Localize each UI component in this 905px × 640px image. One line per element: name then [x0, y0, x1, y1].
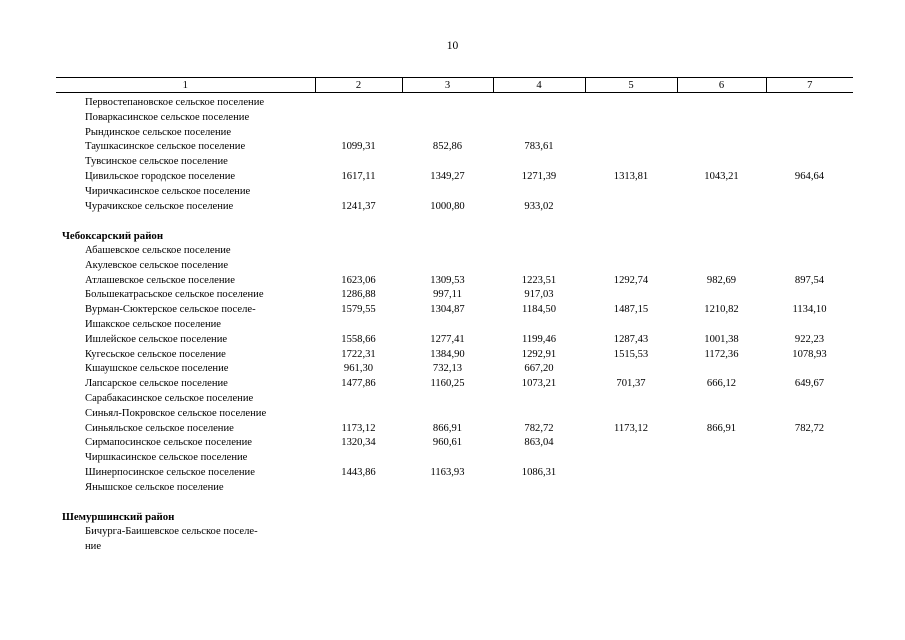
column-header: 3: [402, 78, 493, 93]
value-cell-col-5: [585, 155, 677, 170]
value-cell-col-7: [766, 288, 853, 303]
value-cell-col-6: 1172,36: [704, 348, 739, 360]
value-cell-col-6: [677, 318, 766, 333]
table-row: [56, 244, 853, 259]
table-row: [56, 170, 853, 185]
value-cell-col-3: [402, 126, 493, 141]
value-cell-col-5: 701,37: [616, 378, 646, 390]
value-cell-col-7: [766, 200, 853, 215]
value-cell-col-7: [766, 451, 853, 466]
value-cell-col-5: [585, 126, 677, 141]
value-cell-col-3: 866,91: [432, 422, 463, 434]
value-cell-col-6: [677, 259, 766, 274]
value-cell-col-7: [766, 155, 853, 170]
table-row: [56, 333, 853, 348]
value-cell-col-6: 866,91: [706, 422, 737, 434]
settlement-name: Синьял-Покровское сельское поселение: [85, 407, 267, 419]
column-header: 7: [766, 78, 853, 93]
column-header: 2: [315, 78, 402, 93]
table-row: [56, 318, 853, 333]
value-cell-col-4: [493, 126, 585, 141]
value-cell-col-2: [315, 93, 402, 111]
district-heading: Шемуршинский район: [62, 511, 175, 524]
settlement-name: Бичурга-Баишевское сельское поселе-: [85, 526, 258, 538]
value-cell-col-6: [677, 155, 766, 170]
settlement-name: Чиршкасинское сельское поселение: [85, 452, 248, 464]
value-cell-col-7: 964,64: [794, 170, 825, 182]
value-cell-col-2: [315, 540, 402, 555]
value-cell-col-3: 852,86: [432, 141, 463, 153]
settlement-name: Поваркасинское сельское поселение: [85, 111, 250, 123]
settlement-name: Чиричкасинское сельское поселение: [85, 185, 251, 197]
value-cell-col-5: [585, 140, 677, 155]
value-cell-col-5: 1515,53: [613, 348, 649, 360]
value-cell-col-3: [402, 481, 493, 496]
value-cell-col-4: [493, 244, 585, 259]
value-cell-col-2: 1320,34: [341, 437, 376, 449]
value-cell-col-7: [766, 540, 853, 555]
value-cell-col-7: [766, 185, 853, 200]
table-row: [56, 466, 853, 481]
value-cell-col-7: 649,67: [794, 378, 825, 390]
table-header: [56, 78, 853, 93]
value-cell-col-6: [677, 362, 766, 377]
value-cell-col-5: 1292,74: [613, 274, 649, 286]
value-cell-col-3: 997,11: [433, 289, 462, 301]
value-cell-col-6: [677, 288, 766, 303]
value-cell-col-3: [402, 540, 493, 555]
value-cell-col-6: [677, 392, 766, 407]
settlement-name: Большекатрасьское сельское поселение: [85, 289, 264, 301]
value-cell-col-5: [585, 436, 677, 451]
value-cell-col-2: [315, 259, 402, 274]
table-row: [56, 93, 853, 111]
spacer-row: [56, 214, 853, 229]
value-cell-col-3: 1000,80: [430, 200, 465, 212]
value-cell-col-2: 1099,31: [341, 141, 376, 153]
table-row: [56, 451, 853, 466]
settlement-name: Первостепановское сельское поселение: [85, 97, 265, 108]
settlement-name: Вурман-Сюктерское сельское поселе-: [85, 304, 256, 316]
value-cell-col-5: [585, 525, 677, 540]
value-cell-col-3: 1384,90: [430, 348, 465, 360]
table-row: [56, 126, 853, 141]
value-cell-col-4: [493, 451, 585, 466]
spacer-row: [56, 496, 853, 511]
value-cell-col-5: [585, 244, 677, 259]
value-cell-col-3: [402, 407, 493, 422]
table-row: [56, 422, 853, 437]
value-cell-col-4: 1271,39: [521, 170, 557, 182]
settlement-name: Ишакское сельское поселение: [85, 318, 222, 330]
value-cell-col-5: [585, 185, 677, 200]
table-body: [56, 93, 853, 555]
value-cell-col-7: [766, 259, 853, 274]
value-cell-col-4: [493, 407, 585, 422]
data-table: [56, 77, 853, 555]
value-cell-col-7: [766, 111, 853, 126]
value-cell-col-5: 1287,43: [613, 333, 649, 345]
value-cell-col-2: 1477,86: [341, 378, 376, 390]
value-cell-col-4: [493, 392, 585, 407]
settlement-name: Янышское сельское поселение: [85, 481, 224, 493]
value-cell-col-4: 1073,21: [521, 378, 557, 390]
settlement-name: Сирмапосинское сельское поселение: [85, 437, 252, 449]
value-cell-col-5: 1173,12: [613, 422, 649, 434]
value-cell-col-4: [493, 155, 585, 170]
settlement-name: Таушкасинское сельское поселение: [85, 141, 246, 153]
value-cell-col-4: 1292,91: [521, 348, 557, 360]
value-cell-col-6: [677, 111, 766, 126]
value-cell-col-3: [402, 318, 493, 333]
value-cell-col-5: [585, 93, 677, 111]
district-heading: Чебоксарский район: [62, 230, 164, 243]
value-cell-col-4: 1086,31: [521, 466, 557, 478]
value-cell-col-2: [315, 244, 402, 259]
value-cell-col-6: 666,12: [706, 378, 737, 390]
table-row: [56, 392, 853, 407]
table-row: [56, 111, 853, 126]
settlement-name: Кшаушское сельское поселение: [85, 363, 229, 375]
value-cell-col-4: [493, 93, 585, 111]
value-cell-col-2: 1722,31: [341, 348, 376, 360]
value-cell-col-3: [402, 93, 493, 111]
value-cell-col-2: 1241,37: [341, 200, 376, 212]
column-header: 1: [56, 78, 315, 93]
value-cell-col-5: [585, 466, 677, 481]
value-cell-col-6: [677, 93, 766, 111]
settlement-name: Синьяльское сельское поселение: [85, 422, 234, 434]
settlement-name: Кугесьское сельское поселение: [85, 348, 226, 360]
value-cell-col-4: [493, 318, 585, 333]
value-cell-col-2: [315, 481, 402, 496]
value-cell-col-7: 1078,93: [792, 348, 827, 360]
value-cell-col-5: [585, 392, 677, 407]
value-cell-col-7: 922,23: [794, 333, 825, 345]
value-cell-col-6: [677, 140, 766, 155]
settlement-name: Абашевское сельское поселение: [85, 244, 231, 256]
value-cell-col-4: 782,72: [524, 422, 554, 434]
value-cell-col-5: 1313,81: [613, 170, 649, 182]
value-cell-col-5: [585, 481, 677, 496]
value-cell-col-4: [493, 540, 585, 555]
value-cell-col-5: [585, 451, 677, 466]
value-cell-col-3: 732,13: [432, 363, 463, 375]
settlement-name: Шинерпосинское сельское поселение: [85, 466, 255, 478]
value-cell-col-4: [493, 525, 585, 540]
settlement-name: ние: [85, 540, 102, 552]
table-row: [56, 185, 853, 200]
value-cell-col-3: 1304,87: [430, 304, 465, 316]
value-cell-col-6: [677, 481, 766, 496]
value-cell-col-3: [402, 525, 493, 540]
value-cell-col-7: [766, 140, 853, 155]
district-heading-row: [56, 510, 853, 525]
column-header: 6: [677, 78, 766, 93]
value-cell-col-6: [677, 436, 766, 451]
value-cell-col-7: [766, 392, 853, 407]
value-cell-col-6: [677, 185, 766, 200]
value-cell-col-2: [315, 155, 402, 170]
value-cell-col-7: [766, 466, 853, 481]
settlement-name: Атлашевское сельское поселение: [85, 274, 235, 286]
value-cell-col-4: [493, 111, 585, 126]
spacer-cell: [56, 214, 853, 229]
value-cell-col-5: [585, 540, 677, 555]
value-cell-col-6: [677, 540, 766, 555]
settlement-name: Тувсинское сельское поселение: [85, 156, 228, 168]
table-row: [56, 288, 853, 303]
value-cell-col-7: 897,54: [794, 274, 825, 286]
settlement-name: Лапсарское сельское поселение: [85, 378, 228, 390]
value-cell-col-7: [766, 93, 853, 111]
table-row: [56, 481, 853, 496]
value-cell-col-7: [766, 436, 853, 451]
value-cell-col-4: [493, 481, 585, 496]
value-cell-col-3: 1160,25: [430, 378, 465, 390]
settlement-name: Рындинское сельское поселение: [85, 126, 232, 138]
value-cell-col-5: [585, 288, 677, 303]
value-cell-col-6: [677, 451, 766, 466]
value-cell-col-2: [315, 318, 402, 333]
value-cell-col-6: [677, 244, 766, 259]
value-cell-col-6: 982,69: [706, 274, 737, 286]
header-row: [56, 78, 853, 93]
page-number: 10: [446, 40, 459, 52]
value-cell-col-3: 1349,27: [430, 170, 465, 182]
table-row: [56, 377, 853, 392]
settlement-name: Цивильское городское поселение: [85, 170, 236, 182]
value-cell-col-3: [402, 451, 493, 466]
value-cell-col-4: 917,03: [524, 289, 554, 301]
value-cell-col-2: [315, 111, 402, 126]
settlement-name: Ишлейское сельское поселение: [85, 333, 228, 345]
value-cell-col-2: 961,30: [343, 363, 374, 375]
table-row: [56, 200, 853, 215]
value-cell-col-7: [766, 481, 853, 496]
value-cell-col-2: 1286,88: [341, 289, 376, 301]
table-row: [56, 348, 853, 363]
value-cell-col-6: [677, 466, 766, 481]
value-cell-col-3: [402, 244, 493, 259]
value-cell-col-6: [677, 525, 766, 540]
spacer-cell: [56, 496, 853, 511]
table-row: [56, 274, 853, 289]
value-cell-col-7: [766, 525, 853, 540]
value-cell-col-4: 667,20: [524, 363, 554, 375]
value-cell-col-2: 1558,66: [341, 333, 376, 345]
settlement-name: Чурачикское сельское поселение: [85, 200, 234, 212]
table-row: [56, 407, 853, 422]
value-cell-col-3: [402, 392, 493, 407]
value-cell-col-7: [766, 407, 853, 422]
value-cell-col-5: 1487,15: [613, 304, 649, 316]
value-cell-col-4: 1199,46: [521, 333, 557, 345]
value-cell-col-7: [766, 126, 853, 141]
value-cell-col-6: [677, 126, 766, 141]
value-cell-col-2: [315, 451, 402, 466]
value-cell-col-6: 1043,21: [704, 170, 739, 182]
value-cell-col-4: 1184,50: [521, 304, 557, 316]
value-cell-col-4: 783,61: [524, 141, 554, 153]
value-cell-col-2: 1623,06: [341, 274, 376, 286]
value-cell-col-2: 1617,11: [341, 170, 376, 182]
table-row: [56, 259, 853, 274]
value-cell-col-7: [766, 362, 853, 377]
settlement-name: Сарабакасинское сельское поселение: [85, 392, 254, 404]
table-row: [56, 540, 853, 555]
value-cell-col-5: [585, 407, 677, 422]
value-cell-col-2: 1579,55: [341, 304, 376, 316]
value-cell-col-7: [766, 318, 853, 333]
settlement-name: Акулевское сельское поселение: [85, 259, 229, 271]
value-cell-col-2: [315, 392, 402, 407]
table-row: [56, 525, 853, 540]
value-cell-col-3: [402, 111, 493, 126]
value-cell-col-3: 1309,53: [430, 274, 465, 286]
value-cell-col-5: [585, 200, 677, 215]
table-row: [56, 303, 853, 318]
column-header: 5: [585, 78, 677, 93]
value-cell-col-6: 1001,38: [704, 333, 739, 345]
value-cell-col-2: [315, 185, 402, 200]
value-cell-col-2: 1173,12: [341, 422, 376, 434]
value-cell-col-4: 863,04: [524, 437, 554, 449]
value-cell-col-6: [677, 407, 766, 422]
column-header: 4: [493, 78, 585, 93]
value-cell-col-7: 1134,10: [792, 304, 827, 316]
value-cell-col-6: [677, 200, 766, 215]
value-cell-col-6: 1210,82: [704, 304, 739, 316]
value-cell-col-2: [315, 407, 402, 422]
value-cell-col-5: [585, 111, 677, 126]
district-heading-row: [56, 229, 853, 244]
value-cell-col-3: 960,61: [432, 437, 463, 449]
value-cell-col-4: 1223,51: [521, 274, 557, 286]
value-cell-col-3: 1277,41: [430, 333, 465, 345]
value-cell-col-2: 1443,86: [341, 466, 376, 478]
table-row: [56, 155, 853, 170]
table-row: [56, 436, 853, 451]
value-cell-col-4: [493, 259, 585, 274]
table-row: [56, 362, 853, 377]
value-cell-col-4: 933,02: [524, 200, 554, 212]
value-cell-col-5: [585, 259, 677, 274]
value-cell-col-5: [585, 318, 677, 333]
value-cell-col-5: [585, 362, 677, 377]
table-row: [56, 140, 853, 155]
value-cell-col-2: [315, 126, 402, 141]
value-cell-col-2: [315, 525, 402, 540]
value-cell-col-3: [402, 155, 493, 170]
value-cell-col-3: [402, 185, 493, 200]
value-cell-col-7: 782,72: [794, 422, 825, 434]
value-cell-col-4: [493, 185, 585, 200]
value-cell-col-3: 1163,93: [430, 466, 465, 478]
value-cell-col-7: [766, 244, 853, 259]
value-cell-col-3: [402, 259, 493, 274]
